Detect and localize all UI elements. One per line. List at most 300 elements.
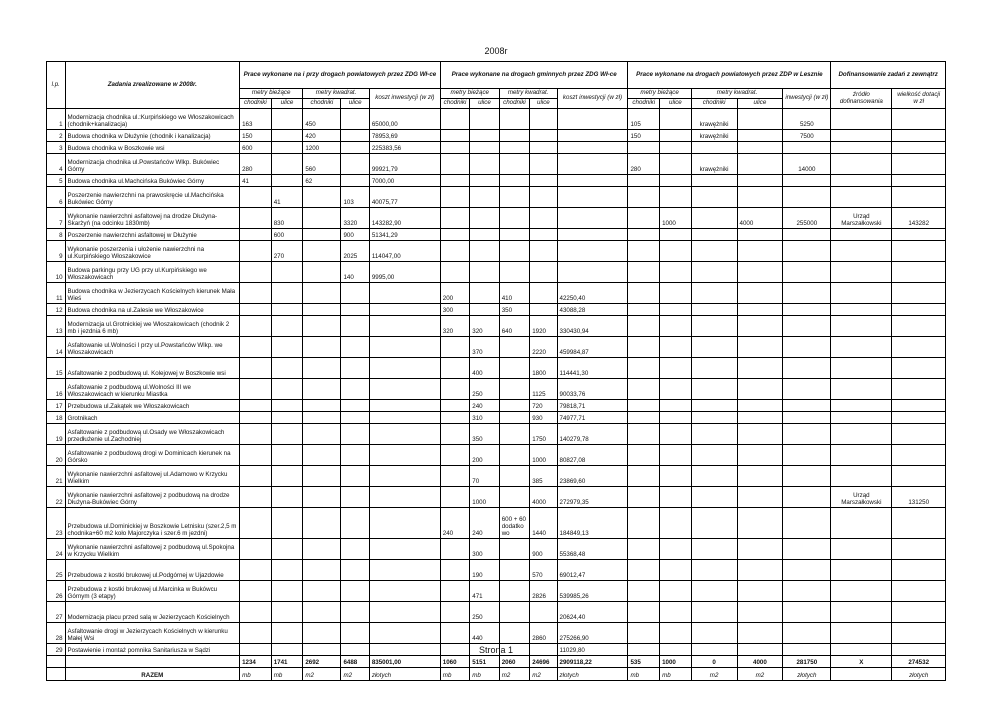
task-name: Poszerzenie nawierzchni na prawoskręcie ul.Machcińska Bukówiec Górny	[65, 187, 240, 208]
task-name: Asfaltowanie z podbudową ul.Osady we Włoszakowicach przedłużenie ul.Zachodniej	[65, 424, 240, 445]
table-cell: 200	[470, 445, 499, 466]
table-cell	[470, 109, 499, 130]
table-cell	[369, 337, 440, 358]
table-cell	[892, 154, 946, 175]
total-cell: 1741	[271, 656, 303, 668]
table-cell: 280	[240, 154, 272, 175]
table-cell	[892, 262, 946, 283]
table-cell	[660, 187, 692, 208]
total-cell: 4000	[737, 656, 783, 668]
table-cell	[303, 412, 341, 424]
task-name: Wykonanie nawierzchni asfaltowej z podbudową ul.Spokojna w Krzycku Wielkim	[65, 539, 240, 560]
table-cell	[737, 142, 783, 154]
table-cell: 471	[470, 581, 499, 602]
table-cell	[737, 241, 783, 262]
table-cell	[271, 508, 303, 539]
table-cell: 1125	[530, 379, 557, 400]
table-cell: 131250	[892, 487, 946, 508]
table-cell	[783, 187, 831, 208]
table-cell	[303, 581, 341, 602]
table-cell	[831, 358, 892, 379]
header-group-zdp-leszno: Prace wykonane na drogach powiatowych przez ZDP w Lesznie	[628, 62, 831, 89]
table-cell: 1000	[470, 487, 499, 508]
total-cell: 274532	[892, 656, 946, 668]
row-number: 14	[47, 337, 66, 358]
table-cell	[271, 445, 303, 466]
table-cell: 23869,60	[557, 466, 628, 487]
table-cell	[271, 412, 303, 424]
row-number: 25	[47, 560, 66, 581]
row-number: 21	[47, 466, 66, 487]
table-cell	[470, 142, 499, 154]
table-row	[47, 445, 946, 466]
table-cell	[660, 623, 692, 644]
table-cell	[341, 466, 369, 487]
total-cell: 2909118,22	[557, 656, 628, 668]
table-cell	[783, 508, 831, 539]
table-cell: 78953,69	[369, 130, 440, 142]
task-name: Asfaltowanie z podbudową drogi w Dominicach kierunek na Górsko	[65, 445, 240, 466]
table-cell	[369, 445, 440, 466]
table-cell: 250	[470, 602, 499, 623]
table-cell: 720	[530, 400, 557, 412]
table-cell	[530, 130, 557, 142]
total-cell: 1234	[240, 656, 272, 668]
table-cell	[660, 445, 692, 466]
table-cell: 74977,71	[557, 412, 628, 424]
table-cell	[369, 539, 440, 560]
table-cell	[440, 154, 469, 175]
table-cell	[831, 154, 892, 175]
table-row	[47, 241, 946, 262]
table-cell	[628, 142, 660, 154]
table-cell	[892, 241, 946, 262]
table-cell	[691, 412, 737, 424]
table-cell	[303, 187, 341, 208]
unit-cell: m2	[341, 668, 369, 681]
table-cell: 1440	[530, 508, 557, 539]
table-cell	[691, 142, 737, 154]
table-cell	[691, 208, 737, 229]
works-table	[46, 61, 946, 681]
table-cell	[530, 208, 557, 229]
table-cell	[628, 283, 660, 304]
table-cell	[499, 379, 530, 400]
header-koszt-3: inwestycji (w zł)	[783, 89, 831, 109]
table-cell	[470, 208, 499, 229]
task-name: Budowa chodnika na ul.Zalesie we Włoszakowice	[65, 304, 240, 316]
table-cell	[530, 109, 557, 130]
table-cell	[557, 154, 628, 175]
table-cell	[628, 602, 660, 623]
table-cell: 900	[530, 539, 557, 560]
table-cell	[737, 539, 783, 560]
table-cell	[691, 262, 737, 283]
header-zrodlo: źródło dofinansowania	[831, 89, 892, 109]
header-wielkosc: wielkość dotacji w zł	[892, 89, 946, 109]
table-cell: 2025	[341, 241, 369, 262]
table-cell	[271, 487, 303, 508]
table-cell	[831, 424, 892, 445]
row-number: 20	[47, 445, 66, 466]
table-cell	[783, 412, 831, 424]
table-cell	[892, 283, 946, 304]
table-cell	[240, 623, 272, 644]
table-cell	[831, 560, 892, 581]
table-cell: 330430,94	[557, 316, 628, 337]
table-row	[47, 487, 946, 508]
table-cell	[892, 316, 946, 337]
table-cell: 250	[470, 379, 499, 400]
task-name: Asfaltowanie ul.Wolności I przy ul.Powstańców Wlkp. we Włoszakowicach	[65, 337, 240, 358]
table-cell: Urząd Marszałkowski	[831, 487, 892, 508]
table-cell	[737, 262, 783, 283]
table-cell	[660, 241, 692, 262]
table-cell	[660, 229, 692, 241]
table-cell	[892, 175, 946, 187]
table-cell	[737, 581, 783, 602]
table-cell	[628, 337, 660, 358]
unit-cell: m2	[737, 668, 783, 681]
table-cell	[783, 602, 831, 623]
table-cell: 140	[341, 262, 369, 283]
table-cell	[628, 412, 660, 424]
table-cell	[628, 316, 660, 337]
table-cell	[440, 241, 469, 262]
table-cell: 150	[628, 130, 660, 142]
table-cell	[691, 623, 737, 644]
task-name: Modernizacja ul.Grotnickiej we Włoszakowicach (chodnik 2 mb i jezdnia 6 mb)	[65, 316, 240, 337]
table-cell: 459984,87	[557, 337, 628, 358]
table-cell	[783, 316, 831, 337]
table-cell	[691, 602, 737, 623]
task-name: Przebudowa ul.Zakątek we Włoszakowicach	[65, 400, 240, 412]
table-cell	[240, 400, 272, 412]
table-cell: 140279,78	[557, 424, 628, 445]
table-cell: krawężniki	[691, 109, 737, 130]
task-name: Wykonanie nawierzchni asfaltowej z podbudową na drodze Dłużyna-Bukówiec Górny	[65, 487, 240, 508]
table-cell: 114441,30	[557, 358, 628, 379]
table-cell	[499, 337, 530, 358]
table-cell	[628, 623, 660, 644]
table-cell	[240, 508, 272, 539]
table-cell	[783, 560, 831, 581]
table-cell	[240, 379, 272, 400]
unit-cell: mb	[440, 668, 469, 681]
table-cell	[628, 358, 660, 379]
table-cell: 930	[530, 412, 557, 424]
table-cell	[499, 487, 530, 508]
table-cell	[892, 581, 946, 602]
table-cell	[831, 602, 892, 623]
header-ulice: ulice	[341, 99, 369, 109]
table-cell	[303, 379, 341, 400]
table-cell	[271, 400, 303, 412]
table-cell: 103	[341, 187, 369, 208]
table-row	[47, 229, 946, 241]
table-cell	[831, 283, 892, 304]
table-cell	[369, 358, 440, 379]
table-cell	[831, 109, 892, 130]
table-row	[47, 581, 946, 602]
table-cell	[892, 445, 946, 466]
table-row	[47, 379, 946, 400]
task-name: Poszerzenie nawierzchni asfaltowej w Dłużynie	[65, 229, 240, 241]
table-cell	[892, 142, 946, 154]
table-row	[47, 424, 946, 445]
table-cell	[660, 304, 692, 316]
table-cell	[440, 175, 469, 187]
table-cell	[831, 175, 892, 187]
table-cell	[303, 466, 341, 487]
table-cell	[660, 358, 692, 379]
table-cell	[628, 508, 660, 539]
header-metry-biezace-2: metry bieżące	[440, 89, 499, 99]
table-cell	[341, 581, 369, 602]
table-cell	[440, 412, 469, 424]
table-cell: 43088,28	[557, 304, 628, 316]
table-cell: 5250	[783, 109, 831, 130]
row-number: 12	[47, 304, 66, 316]
table-cell	[628, 487, 660, 508]
table-cell	[440, 130, 469, 142]
table-cell	[737, 400, 783, 412]
table-cell	[470, 175, 499, 187]
table-cell	[737, 508, 783, 539]
row-number: 24	[47, 539, 66, 560]
table-cell	[660, 130, 692, 142]
table-cell	[737, 379, 783, 400]
table-row	[47, 316, 946, 337]
table-body	[47, 109, 946, 656]
table-cell	[271, 130, 303, 142]
table-cell	[737, 154, 783, 175]
table-cell: 350	[470, 424, 499, 445]
table-cell: krawężniki	[691, 154, 737, 175]
table-cell	[660, 337, 692, 358]
table-cell	[831, 445, 892, 466]
table-cell: 240	[470, 400, 499, 412]
table-cell	[271, 304, 303, 316]
unit-cell: m2	[499, 668, 530, 681]
table-cell	[470, 187, 499, 208]
table-cell	[831, 142, 892, 154]
table-cell	[737, 412, 783, 424]
table-cell	[240, 445, 272, 466]
header-metry-biezace-3: metry bieżące	[628, 89, 691, 99]
table-cell: 225383,56	[369, 142, 440, 154]
table-cell	[240, 424, 272, 445]
table-cell	[737, 623, 783, 644]
table-cell	[892, 466, 946, 487]
task-name: Asfaltowanie z podbudową ul. Kolejowej w Boszkowie wsi	[65, 358, 240, 379]
table-cell	[557, 208, 628, 229]
table-cell	[499, 229, 530, 241]
table-cell	[499, 175, 530, 187]
total-cell: 835001,00	[369, 656, 440, 668]
row-number: 23	[47, 508, 66, 539]
table-cell	[470, 283, 499, 304]
table-cell	[737, 358, 783, 379]
table-cell	[240, 304, 272, 316]
table-cell: 41	[271, 187, 303, 208]
task-name: Przebudowa ul.Dominickiej w Boszkowie Letnisku (szer.2,5 m chodnika+60 m2 koło Majorczyka i szer.6 m jezdni)	[65, 508, 240, 539]
table-cell: 55368,48	[557, 539, 628, 560]
table-cell	[660, 560, 692, 581]
table-cell	[628, 400, 660, 412]
table-cell	[240, 283, 272, 304]
row-number: 1	[47, 109, 66, 130]
table-cell	[440, 379, 469, 400]
row-number: 11	[47, 283, 66, 304]
table-cell	[691, 487, 737, 508]
table-cell: 65000,00	[369, 109, 440, 130]
unit-cell: złotych	[892, 668, 946, 681]
task-name: Budowa chodnika w Boszkowie wsi	[65, 142, 240, 154]
table-cell	[737, 229, 783, 241]
table-cell: 200	[440, 283, 469, 304]
table-cell	[783, 424, 831, 445]
table-cell	[303, 304, 341, 316]
row-number: 2	[47, 130, 66, 142]
task-name: Modernizacja chodnika ul.Powstańców Wlkp. Bukówiec Górny	[65, 154, 240, 175]
table-cell	[271, 466, 303, 487]
table-cell	[440, 445, 469, 466]
table-cell	[271, 539, 303, 560]
header-metry-kwadrat: metry kwadrat.	[303, 89, 370, 99]
table-cell: 105	[628, 109, 660, 130]
table-cell	[303, 262, 341, 283]
table-cell	[783, 283, 831, 304]
table-cell	[892, 602, 946, 623]
table-row	[47, 142, 946, 154]
table-cell: 255000	[783, 208, 831, 229]
table-cell	[691, 241, 737, 262]
table-cell	[628, 175, 660, 187]
table-cell	[499, 412, 530, 424]
table-cell	[499, 262, 530, 283]
row-number: 4	[47, 154, 66, 175]
table-cell	[737, 337, 783, 358]
table-cell	[341, 130, 369, 142]
table-cell	[470, 154, 499, 175]
table-cell: 600 + 60 dodatko wo	[499, 508, 530, 539]
table-cell	[440, 109, 469, 130]
table-cell	[783, 487, 831, 508]
table-cell	[369, 379, 440, 400]
table-cell	[557, 142, 628, 154]
table-cell	[271, 424, 303, 445]
table-cell	[499, 445, 530, 466]
header-metry-biezace: metry bieżące	[240, 89, 303, 99]
table-cell	[892, 539, 946, 560]
row-number: 18	[47, 412, 66, 424]
table-cell: krawężniki	[691, 130, 737, 142]
table-cell	[660, 316, 692, 337]
header-metry-kwadrat-2: metry kwadrat.	[499, 89, 557, 99]
table-cell: 410	[499, 283, 530, 304]
table-cell	[271, 316, 303, 337]
table-cell	[240, 316, 272, 337]
table-cell	[691, 187, 737, 208]
table-cell	[660, 508, 692, 539]
table-cell	[499, 581, 530, 602]
task-name: Budowa parkingu przy UG przy ul.Kurpińskiego we Włoszakowicach	[65, 262, 240, 283]
table-cell	[628, 379, 660, 400]
table-cell	[530, 602, 557, 623]
table-cell	[783, 358, 831, 379]
table-cell	[499, 560, 530, 581]
table-cell	[303, 508, 341, 539]
row-number: 29	[47, 644, 66, 656]
table-row	[47, 560, 946, 581]
header-metry-kwadrat-3: metry kwadrat.	[691, 89, 783, 99]
table-cell	[691, 445, 737, 466]
table-cell	[737, 487, 783, 508]
table-cell: 440	[470, 623, 499, 644]
table-cell	[240, 466, 272, 487]
task-name: Asfaltowanie drogi w Jezierzycach Kościelnych w kierunku Małej Wsi	[65, 623, 240, 644]
table-cell	[737, 316, 783, 337]
header-chodniki: chodniki	[628, 99, 660, 109]
table-cell	[530, 175, 557, 187]
table-cell	[440, 400, 469, 412]
table-cell	[660, 379, 692, 400]
table-cell	[303, 337, 341, 358]
table-row	[47, 208, 946, 229]
table-cell	[440, 466, 469, 487]
table-cell	[783, 229, 831, 241]
table-cell	[271, 262, 303, 283]
task-name: Modernizacja placu przed salą w Jezierzycach Kościelnych	[65, 602, 240, 623]
table-cell	[557, 109, 628, 130]
table-row	[47, 602, 946, 623]
table-cell	[530, 229, 557, 241]
header-koszt-2: koszt inwestycji (w zł)	[557, 89, 628, 109]
task-name: Postawienie i montaż pomnika Sanitariusza w Sądzi	[65, 644, 240, 656]
total-cell: 1000	[660, 656, 692, 668]
table-cell	[892, 412, 946, 424]
table-cell	[628, 262, 660, 283]
table-cell	[660, 109, 692, 130]
task-name: Modernizacja chodnika ul.:Kurpińskiego we Włoszakowicach (chodnik+kanalizacja)	[65, 109, 240, 130]
task-name: Asfaltowanie z podbudową ul.Wolności III we Włoszakowicach w kierunku Miastka	[65, 379, 240, 400]
table-cell	[783, 466, 831, 487]
table-cell	[831, 379, 892, 400]
table-cell	[341, 142, 369, 154]
table-cell	[628, 208, 660, 229]
table-cell	[240, 208, 272, 229]
razem-label: RAZEM	[65, 668, 240, 681]
table-cell	[892, 304, 946, 316]
table-cell	[369, 424, 440, 445]
table-cell: 560	[303, 154, 341, 175]
razem-units-row	[47, 668, 946, 681]
row-number: 15	[47, 358, 66, 379]
table-cell	[660, 400, 692, 412]
table-cell: 450	[303, 109, 341, 130]
table-row	[47, 175, 946, 187]
task-name: Przebudowa z kostki brukowej ul.Marcinka w Bukówcu Górnym (3 etapy)	[65, 581, 240, 602]
table-cell	[783, 623, 831, 644]
header-lp: l.p.	[47, 62, 66, 109]
table-cell	[831, 304, 892, 316]
table-row	[47, 130, 946, 142]
table-cell	[783, 539, 831, 560]
table-cell	[341, 154, 369, 175]
task-name: Budowa chodnika w Dłużynie (chodnik i kanalizacja)	[65, 130, 240, 142]
table-cell	[783, 379, 831, 400]
